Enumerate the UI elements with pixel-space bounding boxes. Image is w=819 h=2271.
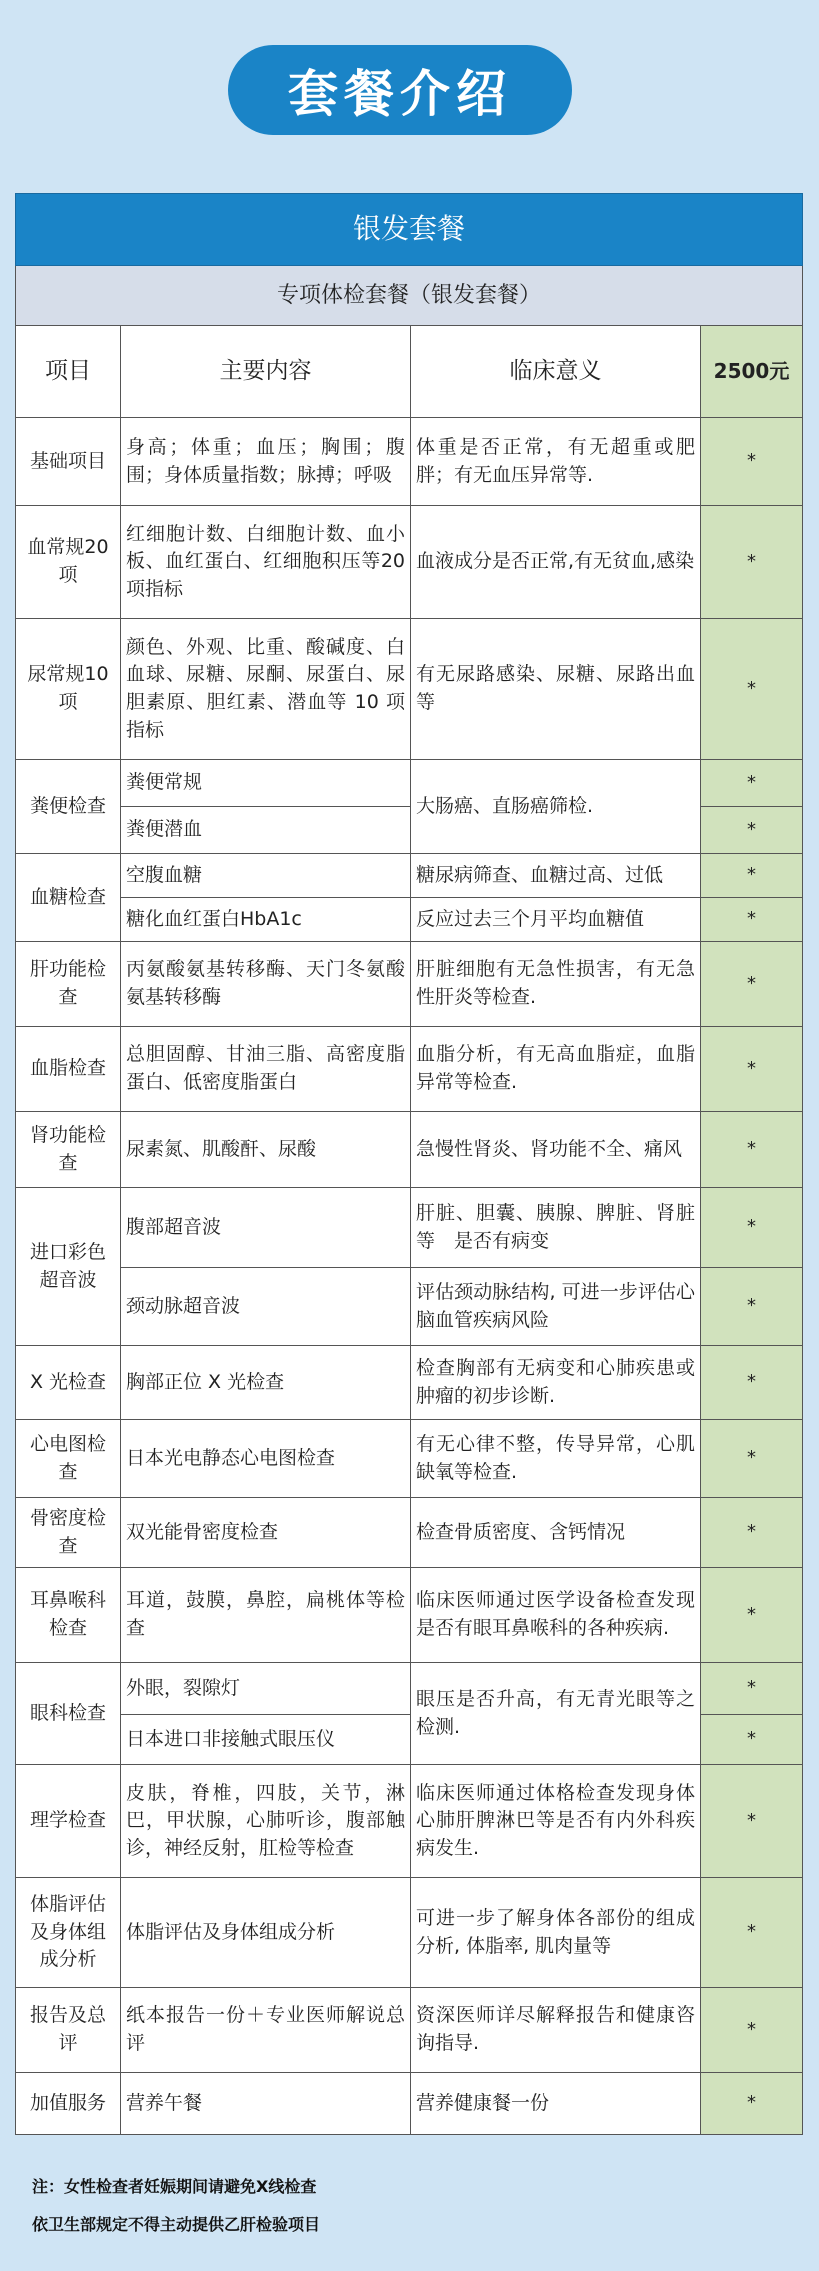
row-content: 粪便潜血: [121, 807, 411, 854]
header-row: [16, 326, 803, 418]
row-content: 双光能骨密度检查: [121, 1498, 411, 1568]
row-meaning: 有无心律不整，传导异常，心肌缺氧等检查.: [411, 1420, 701, 1498]
row-meaning: 可进一步了解身体各部份的组成分析, 体脂率, 肌肉量等: [411, 1878, 701, 1988]
row-meaning: 血脂分析，有无高血脂症，血脂异常等检查.: [411, 1027, 701, 1112]
row-included-mark: *: [701, 807, 803, 854]
row-included-mark: *: [701, 1268, 803, 1346]
row-meaning: 临床医师通过医学设备检查发现是否有眼耳鼻喉科的各种疾病.: [411, 1568, 701, 1663]
row-included-mark: *: [701, 760, 803, 807]
package-name: 银发套餐: [16, 194, 803, 266]
row-meaning: 检查胸部有无病变和心肺疾患或肿瘤的初步诊断.: [411, 1346, 701, 1420]
row-item: 心电图检查: [16, 1420, 121, 1498]
table-row: [16, 619, 803, 760]
row-included-mark: *: [701, 619, 803, 760]
page-title: 套餐介绍: [228, 45, 572, 135]
row-item: 加值服务: [16, 2073, 121, 2135]
row-content: 颈动脉超音波: [121, 1268, 411, 1346]
row-included-mark: *: [701, 1498, 803, 1568]
row-item: 血脂检查: [16, 1027, 121, 1112]
row-item: 粪便检查: [16, 760, 121, 854]
table-row: [16, 942, 803, 1027]
row-included-mark: *: [701, 1663, 803, 1715]
row-content: 营养午餐: [121, 2073, 411, 2135]
row-item: 血常规20项: [16, 506, 121, 619]
row-content: 红细胞计数、白细胞计数、血小板、血红蛋白、红细胞积压等20项指标: [121, 506, 411, 619]
row-content: 尿素氮、肌酸酐、尿酸: [121, 1112, 411, 1188]
table-row: [16, 898, 803, 942]
row-meaning: 营养健康餐一份: [411, 2073, 701, 2135]
table-row: [16, 1268, 803, 1346]
table-row: [16, 418, 803, 506]
row-item: 体脂评估及身体组成分析: [16, 1878, 121, 1988]
footnotes: [32, 2168, 320, 2244]
row-item: 肾功能检查: [16, 1112, 121, 1188]
row-content: 耳道，鼓膜，鼻腔，扁桃体等检查: [121, 1568, 411, 1663]
footnote-line: 依卫生部规定不得主动提供乙肝检验项目: [32, 2215, 321, 2234]
row-included-mark: *: [701, 1027, 803, 1112]
table-row: [16, 2073, 803, 2135]
row-included-mark: *: [701, 1346, 803, 1420]
footnote-line: 注：女性检查者妊娠期间请避免X线检查: [32, 2177, 317, 2196]
row-meaning: 糖尿病筛查、血糖过高、过低: [411, 854, 701, 898]
header-item: 项目: [16, 326, 121, 418]
package-table: [15, 193, 803, 2135]
row-meaning: 临床医师通过体格检查发现身体心肺肝脾淋巴等是否有内外科疾病发生.: [411, 1765, 701, 1878]
table-row: [16, 1988, 803, 2073]
header-content: 主要内容: [121, 326, 411, 418]
row-content: 颜色、外观、比重、酸碱度、白血球、尿糖、尿酮、尿蛋白、尿胆素原、胆红素、潜血等 10 项指标: [121, 619, 411, 760]
row-meaning: 肝脏、胆囊、胰腺、脾脏、肾脏等 是否有病变: [411, 1188, 701, 1268]
table-row: [16, 506, 803, 619]
row-meaning: 评估颈动脉结构, 可进一步评估心脑血管疾病风险: [411, 1268, 701, 1346]
row-item: 眼科检查: [16, 1663, 121, 1765]
row-included-mark: *: [701, 898, 803, 942]
row-item: 尿常规10项: [16, 619, 121, 760]
row-meaning: 体重是否正常，有无超重或肥胖；有无血压异常等.: [411, 418, 701, 506]
table-row: [16, 1346, 803, 1420]
row-content: 腹部超音波: [121, 1188, 411, 1268]
row-content: 丙氨酸氨基转移酶、天门冬氨酸氨基转移酶: [121, 942, 411, 1027]
row-included-mark: *: [701, 1988, 803, 2073]
row-content: 皮肤，脊椎，四肢，关节，淋巴，甲状腺，心肺听诊，腹部触诊，神经反射，肛检等检查: [121, 1765, 411, 1878]
row-included-mark: *: [701, 1188, 803, 1268]
row-content: 粪便常规: [121, 760, 411, 807]
row-included-mark: *: [701, 506, 803, 619]
row-included-mark: *: [701, 1715, 803, 1765]
table-row: [16, 1027, 803, 1112]
row-item: 肝功能检查: [16, 942, 121, 1027]
row-content: 日本进口非接触式眼压仪: [121, 1715, 411, 1765]
row-content: 总胆固醇、甘油三脂、高密度脂蛋白、低密度脂蛋白: [121, 1027, 411, 1112]
row-meaning: 检查骨质密度、含钙情况: [411, 1498, 701, 1568]
table-row: [16, 1112, 803, 1188]
row-item: 血糖检查: [16, 854, 121, 942]
row-item: 骨密度检查: [16, 1498, 121, 1568]
row-included-mark: *: [701, 1420, 803, 1498]
row-included-mark: *: [701, 1568, 803, 1663]
table-row: [16, 854, 803, 898]
row-meaning: 资深医师详尽解释报告和健康咨询指导.: [411, 1988, 701, 2073]
row-item: 理学检查: [16, 1765, 121, 1878]
table-row: [16, 1663, 803, 1715]
row-meaning: 大肠癌、直肠癌筛检.: [411, 760, 701, 854]
row-content: 糖化血红蛋白HbA1c: [121, 898, 411, 942]
row-item: 报告及总评: [16, 1988, 121, 2073]
subtitle-row: [16, 266, 803, 326]
row-content: 胸部正位 X 光检查: [121, 1346, 411, 1420]
table-row: [16, 1568, 803, 1663]
row-included-mark: *: [701, 1112, 803, 1188]
banner-row: [16, 194, 803, 266]
row-item: 耳鼻喉科检查: [16, 1568, 121, 1663]
row-included-mark: *: [701, 942, 803, 1027]
table-row: [16, 760, 803, 807]
row-content: 空腹血糖: [121, 854, 411, 898]
row-meaning: 反应过去三个月平均血糖值: [411, 898, 701, 942]
row-item: 进口彩色超音波: [16, 1188, 121, 1346]
header-meaning: 临床意义: [411, 326, 701, 418]
table-row: [16, 1498, 803, 1568]
row-meaning: 有无尿路感染、尿糖、尿路出血等: [411, 619, 701, 760]
row-content: 体脂评估及身体组成分析: [121, 1878, 411, 1988]
row-content: 纸本报告一份＋专业医师解说总评: [121, 1988, 411, 2073]
table-row: [16, 1420, 803, 1498]
row-meaning: 血液成分是否正常,有无贫血,感染: [411, 506, 701, 619]
row-meaning: 眼压是否升高，有无青光眼等之检测.: [411, 1663, 701, 1765]
header-price: 2500元: [701, 326, 803, 418]
row-included-mark: *: [701, 854, 803, 898]
row-included-mark: *: [701, 418, 803, 506]
row-included-mark: *: [701, 1878, 803, 1988]
row-content: 日本光电静态心电图检查: [121, 1420, 411, 1498]
row-included-mark: *: [701, 2073, 803, 2135]
row-content: 身高；体重；血压；胸围；腹围；身体质量指数；脉搏；呼吸: [121, 418, 411, 506]
row-meaning: 肝脏细胞有无急性损害，有无急性肝炎等检查.: [411, 942, 701, 1027]
row-content: 外眼，裂隙灯: [121, 1663, 411, 1715]
package-subtitle: 专项体检套餐（银发套餐）: [16, 266, 803, 326]
row-included-mark: *: [701, 1765, 803, 1878]
table-row: [16, 1878, 803, 1988]
row-item: 基础项目: [16, 418, 121, 506]
table-row: [16, 1188, 803, 1268]
table-row: [16, 1765, 803, 1878]
row-item: X 光检查: [16, 1346, 121, 1420]
row-meaning: 急慢性肾炎、肾功能不全、痛风: [411, 1112, 701, 1188]
